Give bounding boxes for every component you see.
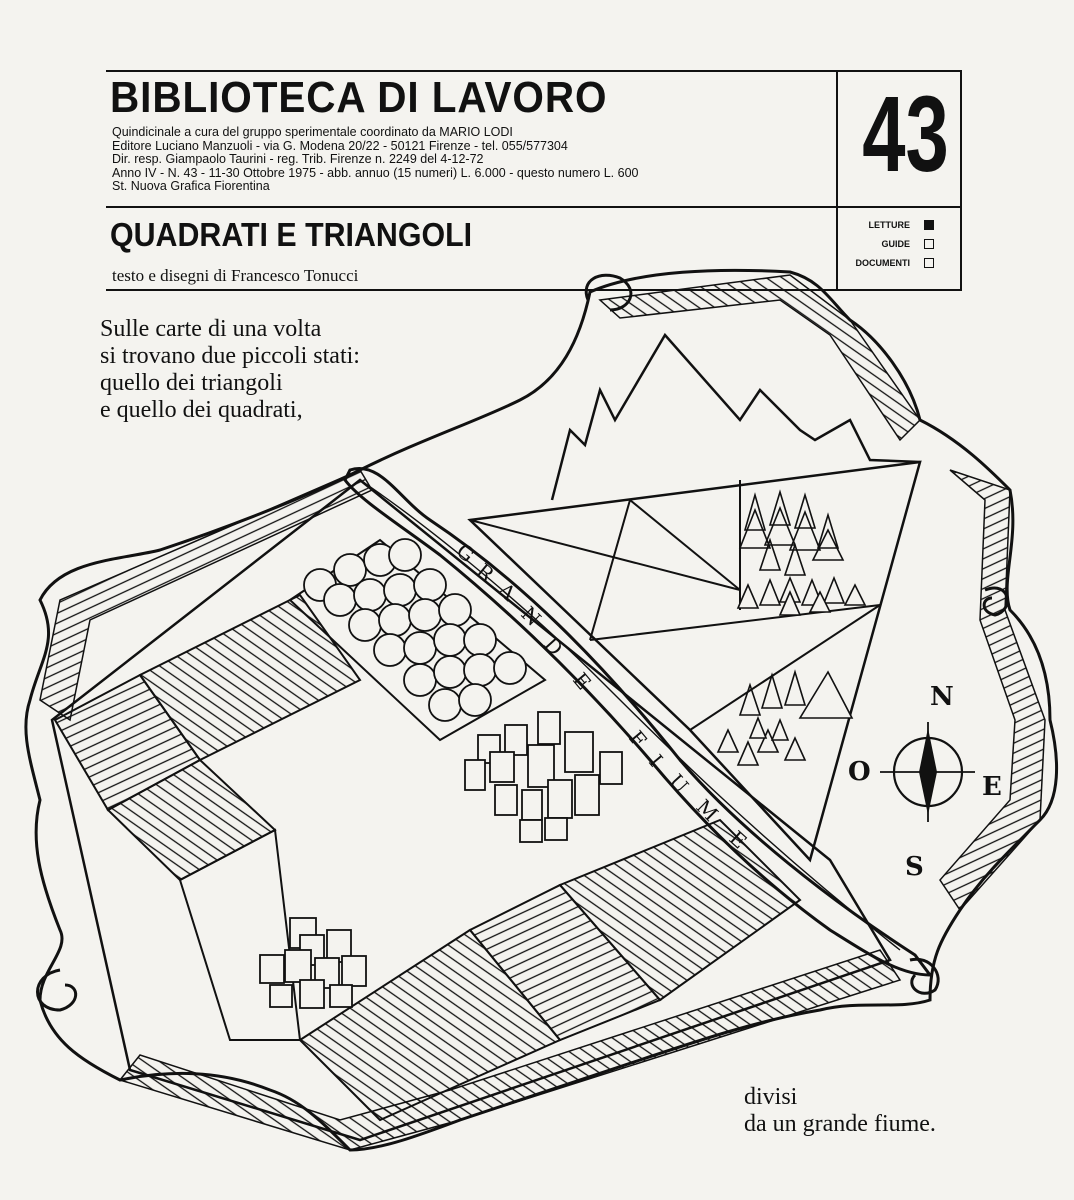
river-letter: M xyxy=(691,794,723,827)
issue-number: 43 xyxy=(862,73,949,194)
river-letter: R xyxy=(471,558,499,587)
imprint-line: Quindicinale a cura del gruppo sperimentale coordinato da MARIO LODI xyxy=(112,125,513,139)
closing-line: da un grande fiume. xyxy=(744,1111,936,1137)
compass-east-label: E xyxy=(982,772,1002,802)
compass-south-label: S xyxy=(905,852,924,882)
intro-text xyxy=(100,316,360,424)
intro-line: e quello dei quadrati, xyxy=(100,397,303,423)
compass-north-label: N xyxy=(930,682,954,712)
river-letter: I xyxy=(644,749,668,772)
intro-line: si trovano due piccoli stati: xyxy=(100,343,360,369)
intro-line: quello dei triangoli xyxy=(100,370,283,396)
intro-line: Sulle carte di una volta xyxy=(100,316,322,342)
category-label-guide: GUIDE xyxy=(881,239,910,249)
closing-line: divisi xyxy=(744,1084,798,1110)
river-letter: G xyxy=(451,538,480,568)
river-letter: E xyxy=(724,825,752,854)
issue-credits: testo e disegni di Francesco Tonucci xyxy=(112,266,359,285)
category-label-letture: LETTURE xyxy=(868,220,910,230)
imprint-line: Editore Luciano Manzuoli - via G. Modena 20/22 - 50121 Firenze - tel. 055/577304 xyxy=(112,138,568,153)
parchment-border-hatching xyxy=(600,275,920,440)
river-letter: D xyxy=(539,632,568,661)
closing-text xyxy=(744,1084,936,1138)
river-letter: E xyxy=(568,667,596,695)
river-letter: U xyxy=(664,769,694,798)
category-label-documenti: DOCUMENTI xyxy=(855,258,910,268)
imprint-line: Dir. resp. Giampaolo Taurini - reg. Trib. Firenze n. 2249 del 4-12-72 xyxy=(112,152,484,166)
triangle-divider xyxy=(590,500,630,640)
imprint-line: St. Nuova Grafica Fiorentina xyxy=(112,179,270,193)
parchment-border-hatching xyxy=(940,470,1045,910)
issue-title: QUADRATI E TRIANGOLI xyxy=(110,216,473,253)
compass-west-label: O xyxy=(848,757,871,787)
imprint-line: Anno IV - N. 43 - 11-30 Ottobre 1975 - abb. annuo (15 numeri) L. 6.000 - questo numero L. 600 xyxy=(112,165,639,180)
masthead-title: BIBLIOTECA DI LAVORO xyxy=(110,73,608,122)
square-buildings-town xyxy=(465,712,622,842)
square-buildings-village xyxy=(260,918,366,1008)
river-letter: A xyxy=(493,577,521,606)
river-letter: N xyxy=(516,601,546,631)
compass-needle xyxy=(919,728,937,815)
river-letter: F xyxy=(624,725,652,752)
scroll-curl-left xyxy=(38,970,76,1010)
